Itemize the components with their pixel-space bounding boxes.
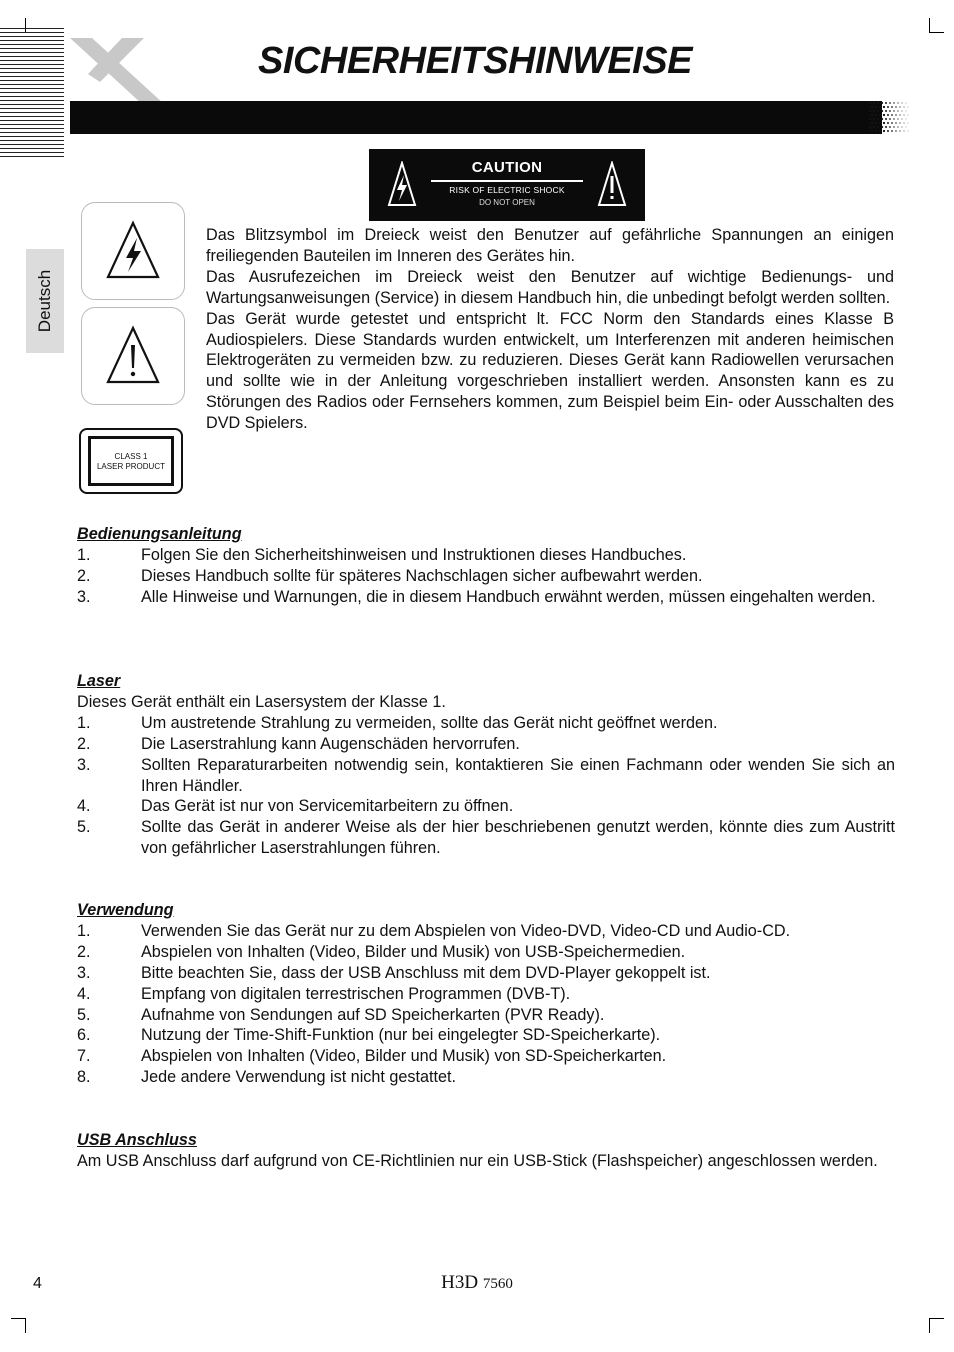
caution-label	[369, 149, 645, 221]
list-item: 4. Empfang von digitalen terrestrischen Programmen (DVB-T).	[77, 984, 571, 1003]
numbered-list	[77, 545, 895, 608]
section-bedienungsanleitung	[77, 524, 895, 608]
title-bar	[70, 101, 882, 134]
list-item: 7. Abspielen von Inhalten (Video, Bilder und Musik) von SD-Speicherkarten.	[77, 1047, 667, 1066]
section-heading: Verwendung	[77, 901, 174, 919]
list-item: 2. Die Laserstrahlung kann Augenschäden hervorrufen.	[77, 734, 520, 753]
laser-class: CLASS 1	[114, 452, 148, 461]
intro-paragraph: Das Gerät wurde getestet und entspricht lt. FCC Norm den Standards eines Klasse B Audiospielers. Diese Standards wurden entwickelt, um Interferenzen mit anderen heimischen Elektrogeräten zu vermeiden bzw. zu reduzieren. Dieses Gerät kann Radiowellen verursachen und sollte wie in der Anleitung vorgeschrieben installiert werden. Ansonsten kann es zu Störungen des Radios oder Fernsehers kommen, zum Beispiel beim Ein- oder Ausschalten des DVD Spielers.	[206, 309, 894, 433]
list-item: 1. Verwenden Sie das Gerät nur zu dem Abspielen von Video-DVD, Video-CD und Audio-CD.	[77, 921, 791, 940]
section-verwendung	[77, 900, 895, 1088]
footer-model	[0, 1272, 954, 1294]
language-tab-label: Deutsch	[35, 269, 54, 333]
crop-mark-bottom-left	[11, 1318, 26, 1333]
caution-subtitle: RISK OF ELECTRIC SHOCK	[449, 185, 565, 195]
list-item: 2. Dieses Handbuch sollte für späteres Nachschlagen sicher aufbewahrt werden.	[77, 566, 703, 585]
caution-title: CAUTION	[471, 159, 543, 176]
list-item: 5. Sollte das Gerät in anderer Weise als der hier beschriebenen genutzt werden, könnte dies zum Austritt von gefährlicher Laserstrahlungen führen.	[77, 818, 895, 858]
page-title: SICHERHEITSHINWEISE	[258, 40, 692, 82]
section-text: Am USB Anschluss darf aufgrund von CE-Richtlinien nur ein USB-Stick (Flashspeicher) angeschlossen werden.	[77, 1151, 878, 1170]
language-tab	[26, 249, 64, 353]
list-item: 1. Folgen Sie den Sicherheitshinweisen und Instruktionen dieses Handbuches.	[77, 545, 687, 564]
section-laser	[77, 671, 895, 859]
exclamation-symbol-box	[81, 307, 185, 405]
list-item: 2. Abspielen von Inhalten (Video, Bilder und Musik) von USB-Speichermedien.	[77, 942, 686, 961]
model-name: H3D	[441, 1272, 479, 1293]
section-usb-anschluss	[77, 1130, 895, 1172]
laser-product: LASER PRODUCT	[96, 462, 165, 471]
list-item: 8. Jede andere Verwendung ist nicht gestattet.	[77, 1068, 456, 1087]
page-number: 4	[33, 1275, 42, 1292]
list-item: 5. Aufnahme von Sendungen auf SD Speicherkarten (PVR Ready).	[77, 1005, 605, 1024]
exclamation-warning-icon	[106, 325, 160, 385]
list-item: 6. Nutzung der Time-Shift-Funktion (nur bei eingelegter SD-Speicherkarte).	[77, 1026, 661, 1045]
numbered-list	[77, 713, 895, 859]
lightning-symbol-box	[81, 202, 185, 300]
intro-text	[206, 225, 894, 434]
laser-product-label	[79, 428, 183, 494]
section-heading: Bedienungsanleitung	[77, 525, 242, 543]
caution-divider	[431, 180, 583, 182]
exclamation-triangle-icon	[597, 161, 627, 207]
intro-paragraph: Das Ausrufezeichen im Dreieck weist den Benutzer auf wichtige Bedienungs- und Wartungsanweisungen (Service) in diesem Handbuch hin, die unbedingt befolgt werden sollten.	[206, 267, 894, 307]
header-stripes	[0, 28, 64, 160]
list-item: 3. Alle Hinweise und Warnungen, die in diesem Handbuch erwähnt werden, müssen eingehalten werden.	[77, 587, 876, 606]
section-heading: USB Anschluss	[77, 1131, 197, 1149]
title-bar-dots	[868, 101, 910, 134]
list-item: 1. Um austretende Strahlung zu vermeiden, sollte das Gerät nicht geöffnet werden.	[77, 713, 718, 732]
crop-mark-bottom-right	[929, 1318, 944, 1333]
section-heading: Laser	[77, 672, 121, 690]
list-item: 3. Bitte beachten Sie, dass der USB Anschluss mit dem DVD-Player gekoppelt ist.	[77, 963, 711, 982]
intro-paragraph: Das Blitzsymbol im Dreieck weist den Benutzer auf gefährliche Spannungen an einigen freiliegenden Bauteilen im Inneren des Gerätes hin.	[206, 226, 894, 265]
list-item: 3. Sollten Reparaturarbeiten notwendig sein, kontaktieren Sie einen Fachmann oder wenden Sie sich an Ihren Händler.	[77, 755, 895, 795]
numbered-list	[77, 921, 895, 1088]
lightning-warning-icon	[106, 220, 160, 280]
list-item: 4. Das Gerät ist nur von Servicemitarbeitern zu öffnen.	[77, 797, 514, 816]
model-number: 7560	[482, 1276, 513, 1292]
crop-mark-top-right	[929, 18, 944, 33]
section-intro: Dieses Gerät enthält ein Lasersystem der Klasse 1.	[77, 692, 446, 711]
caution-donotopen: DO NOT OPEN	[479, 198, 535, 207]
